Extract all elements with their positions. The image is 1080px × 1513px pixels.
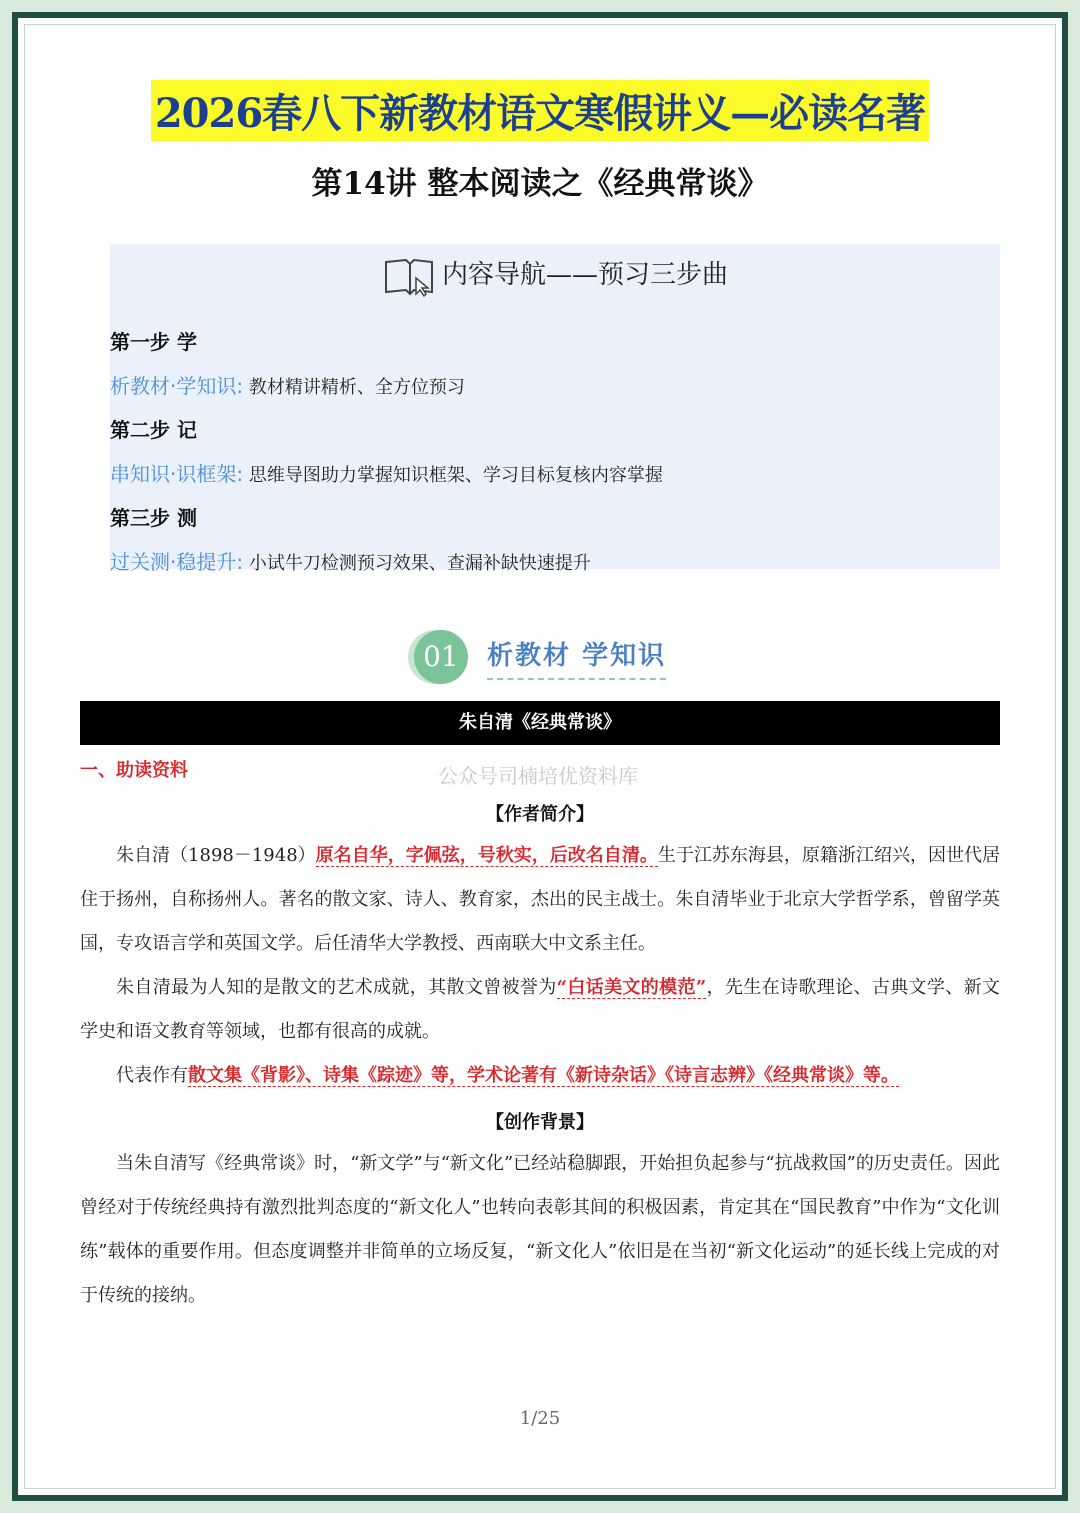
author-p2-text-b: ，先生在诗歌理论、古典文学、新文学史和语文教育等领域，也都有很高的成就。: [80, 977, 1000, 1042]
step-2-line: [110, 458, 663, 487]
section-title: 析教材 学知识: [487, 635, 666, 680]
step-2-key: 串知识·识框架:: [110, 462, 244, 486]
reading-aids-heading: 一、助读资料: [80, 760, 188, 781]
background-label: 【创作背景】: [486, 1112, 594, 1133]
author-p3-highlight: 散文集《背影》、诗集《踪迹》等，学术论著有《新诗杂话》《诗言志辨》《经典常谈》等。: [188, 1065, 899, 1086]
background-paragraph-wrap: [80, 1142, 1000, 1318]
author-p3-text-a: 代表作有: [116, 1065, 188, 1086]
main-title: 2026春八下新教材语文寒假讲义—必读名著: [151, 80, 929, 141]
book-pointer-icon: [382, 254, 438, 298]
author-paragraph-2: [80, 966, 1000, 1054]
author-paragraphs: [80, 834, 1000, 1098]
author-p1-text-b: 生于江苏东海县，原籍浙江绍兴，因世代居住于扬州，自称扬州人。著名的散文家、诗人、教育家，杰出的民主战士。朱自清毕业于北京大学哲学系，曾留学英国，专攻语言学和英国文学。后任清华大学教授、西南联大中文系主任。: [80, 845, 1000, 954]
title-wrap: [18, 80, 1062, 141]
author-p1-highlight: 原名自华，字佩弦，号秋实，后改名自清。: [315, 845, 658, 866]
step-1-title: 第一步 学: [110, 330, 197, 354]
content-nav-box: [110, 244, 1000, 574]
step-2-title: 第二步 记: [110, 418, 197, 442]
page-frame: [12, 12, 1068, 1501]
step-2-desc: 思维导图助力掌握知识框架、学习目标复核内容掌握: [248, 465, 663, 486]
book-title-bar: 朱自清《经典常谈》: [80, 701, 1000, 745]
page-number: 1/25: [519, 1408, 561, 1429]
step-1-desc: 教材精讲精析、全方位预习: [248, 377, 465, 398]
nav-heading-text: 内容导航——预习三步曲: [441, 260, 728, 290]
step-3-title: 第三步 测: [110, 506, 197, 530]
author-intro-label: 【作者简介】: [486, 804, 594, 825]
step-1-line: [110, 370, 465, 399]
step-1-key: 析教材·学知识:: [110, 374, 244, 398]
background-paragraph: 当朱自清写《经典常谈》时，“新文学”与“新文化”已经站稳脚跟，开始担负起参与“抗战救国”的历史责任。因此曾经对于传统经典持有激烈批判态度的“新文化人”也转向表彰其间的积极因素，肯定其在“国民教育”中作为“文化训练”载体的重要作用。但态度调整并非简单的立场反复，“新文化人”依旧是在当初“新文化运动”的延长线上完成的对于传统的接纳。: [80, 1153, 1000, 1306]
watermark-text: 公众号司楠培优资料库: [438, 764, 638, 788]
author-paragraph-1: [80, 834, 1000, 966]
step-3-desc: 小试牛刀检测预习效果、查漏补缺快速提升: [248, 553, 591, 574]
step-3-key: 过关测·稳提升:: [110, 550, 244, 574]
step-3-line: [110, 546, 591, 575]
nav-heading: [110, 254, 1000, 298]
section-header: [18, 630, 1062, 684]
author-paragraph-3: [80, 1054, 1000, 1098]
author-p1-text-a: 朱自清（1898－1948）: [116, 845, 316, 866]
author-p2-text-a: 朱自清最为人知的是散文的艺术成就，其散文曾被誉为: [116, 977, 557, 998]
section-number: 01: [414, 630, 468, 684]
author-p2-highlight: “白话美文的模范”: [556, 977, 707, 998]
lesson-subtitle: 第14讲 整本阅读之《经典常谈》: [311, 166, 769, 202]
